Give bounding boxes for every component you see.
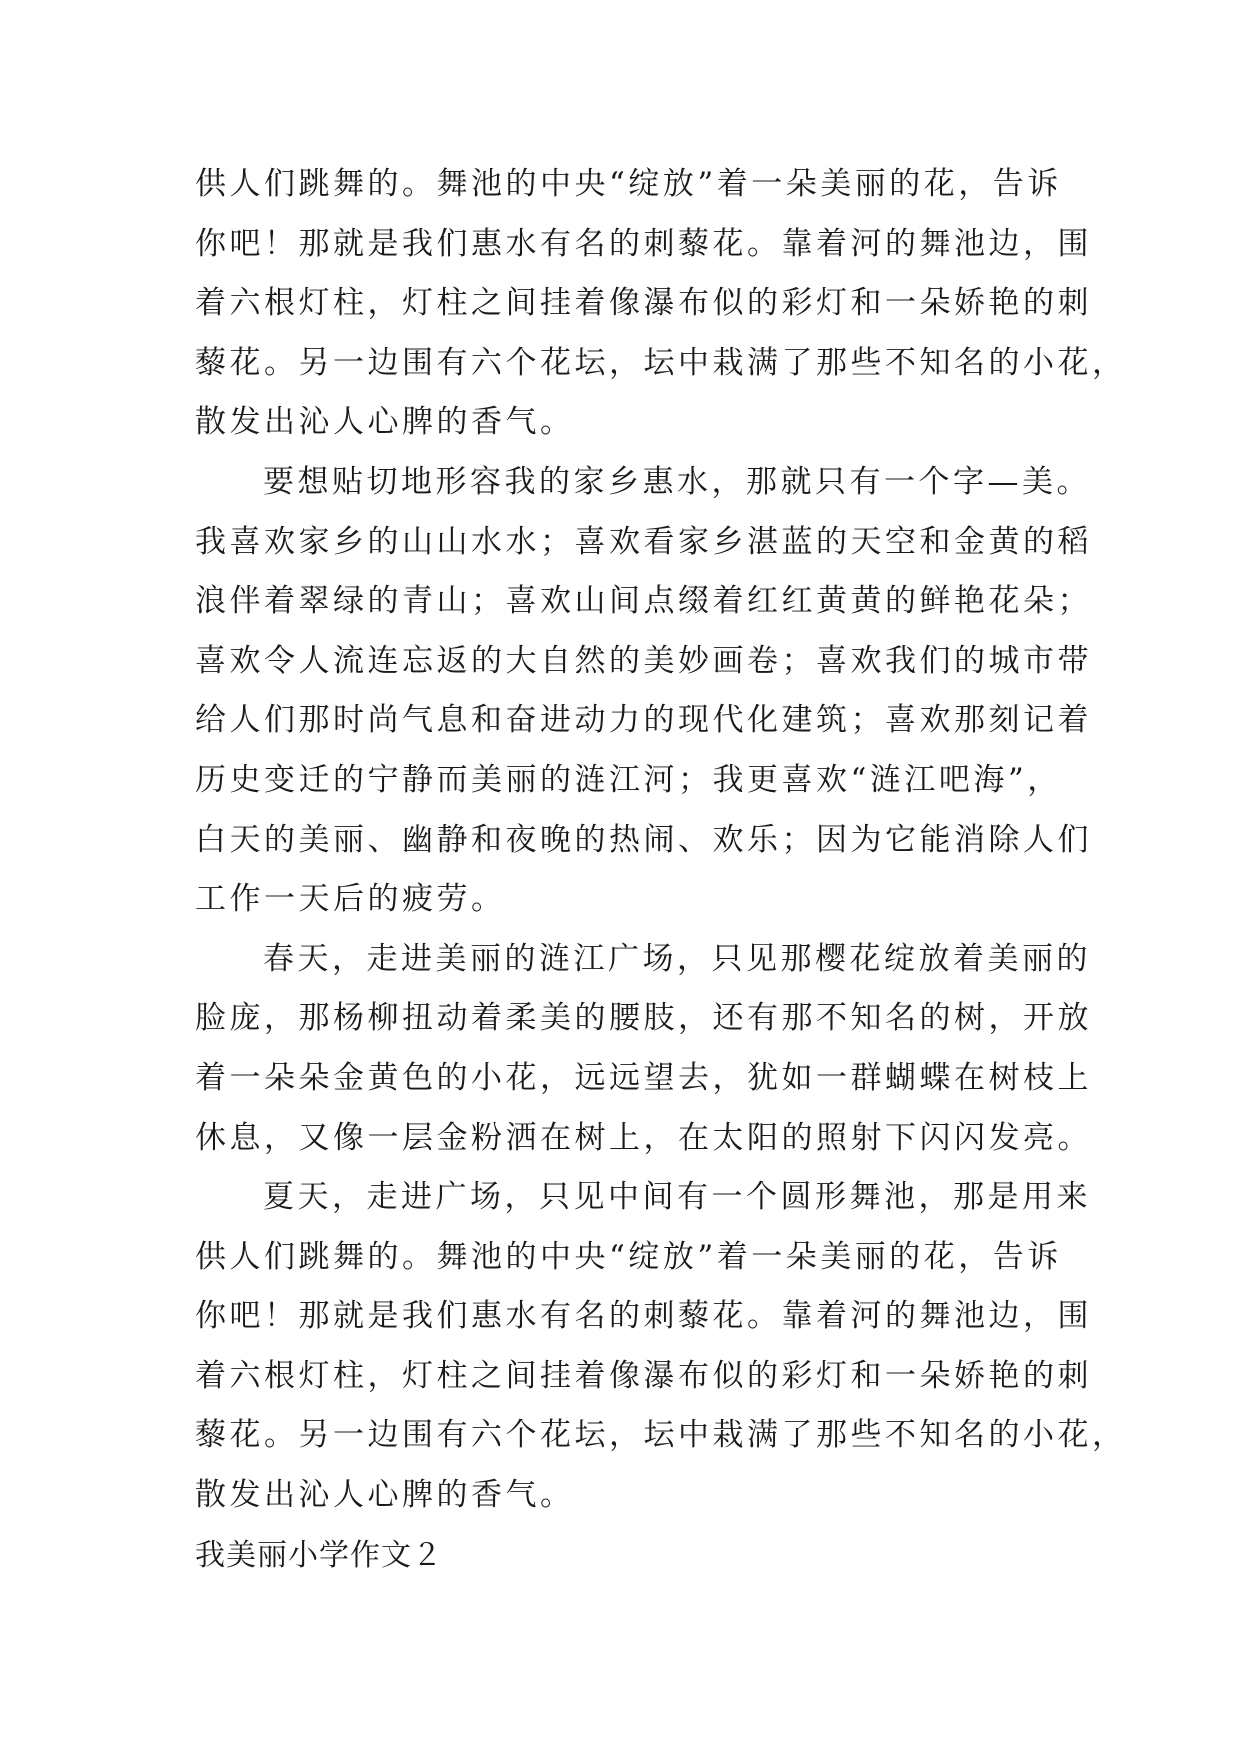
text-line: 给人们那时尚气息和奋进动力的现代化建筑；喜欢那刻记着 [195,702,1092,739]
text-line: 供人们跳舞的。舞池的中央“绽放”着一朵美丽的花，告诉 [195,166,1062,202]
text-line: 历史变迁的宁静而美丽的涟江河；我更喜欢“涟江吧海”， [195,761,1062,798]
paragraph-summer [195,1168,1127,1526]
text-line: 白天的美丽、幽静和夜晚的热闹、欢乐；因为它能消除人们 [195,821,1092,858]
text-line: 浪伴着翠绿的青山；喜欢山间点缀着红红黄黄的鲜艳花朵； [195,583,1092,620]
text-line: 工作一天后的疲劳。 [195,881,506,918]
text-line: 藜花。另一边围有六个花坛，坛中栽满了那些不知名的小花， [195,1417,1127,1454]
text-line: 你吧！那就是我们惠水有名的刺藜花。靠着河的舞池边，围 [195,1298,1092,1335]
text-line: 着六根灯柱，灯柱之间挂着像瀑布似的彩灯和一朵娇艳的刺 [195,1357,1092,1394]
text-line: 着一朵朵金黄色的小花，远远望去，犹如一群蝴蝶在树枝上 [195,1059,1092,1096]
text-line: 夏天，走进广场，只见中间有一个圆形舞池，那是用来 [263,1179,1091,1216]
section-heading-block [195,1526,1075,1586]
text-line: 藜花。另一边围有六个花坛，坛中栽满了那些不知名的小花， [195,344,1127,381]
text-line: 休息，又像一层金粉洒在树上，在太阳的照射下闪闪发亮。 [195,1119,1092,1156]
text-line: 要想贴切地形容我的家乡惠水，那就只有一个字—美。 [263,463,1091,500]
text-line: 你吧！那就是我们惠水有名的刺藜花。靠着河的舞池边，围 [195,225,1092,262]
paragraph-spring [195,930,1092,1168]
document-body [195,155,1127,1585]
text-line: 散发出沁人心脾的香气。 [195,404,575,441]
paragraph-hometown [195,453,1092,930]
text-line: 脸庞，那杨柳扭动着柔美的腰肢，还有那不知名的树，开放 [195,1000,1092,1037]
text-line: 春天，走进美丽的涟江广场，只见那樱花绽放着美丽的 [263,940,1091,977]
text-line: 我喜欢家乡的山山水水；喜欢看家乡湛蓝的天空和金黄的稻 [195,523,1092,560]
text-line: 散发出沁人心脾的香气。 [195,1477,575,1514]
text-line: 喜欢令人流连忘返的大自然的美妙画卷；喜欢我们的城市带 [195,642,1092,679]
text-line: 着六根灯柱，灯柱之间挂着像瀑布似的彩灯和一朵娇艳的刺 [195,285,1092,322]
section-heading: 我美丽小学作文２ [195,1537,443,1573]
text-line: 供人们跳舞的。舞池的中央“绽放”着一朵美丽的花，告诉 [195,1238,1062,1275]
paragraph-dance-floor-continued [195,155,1127,453]
